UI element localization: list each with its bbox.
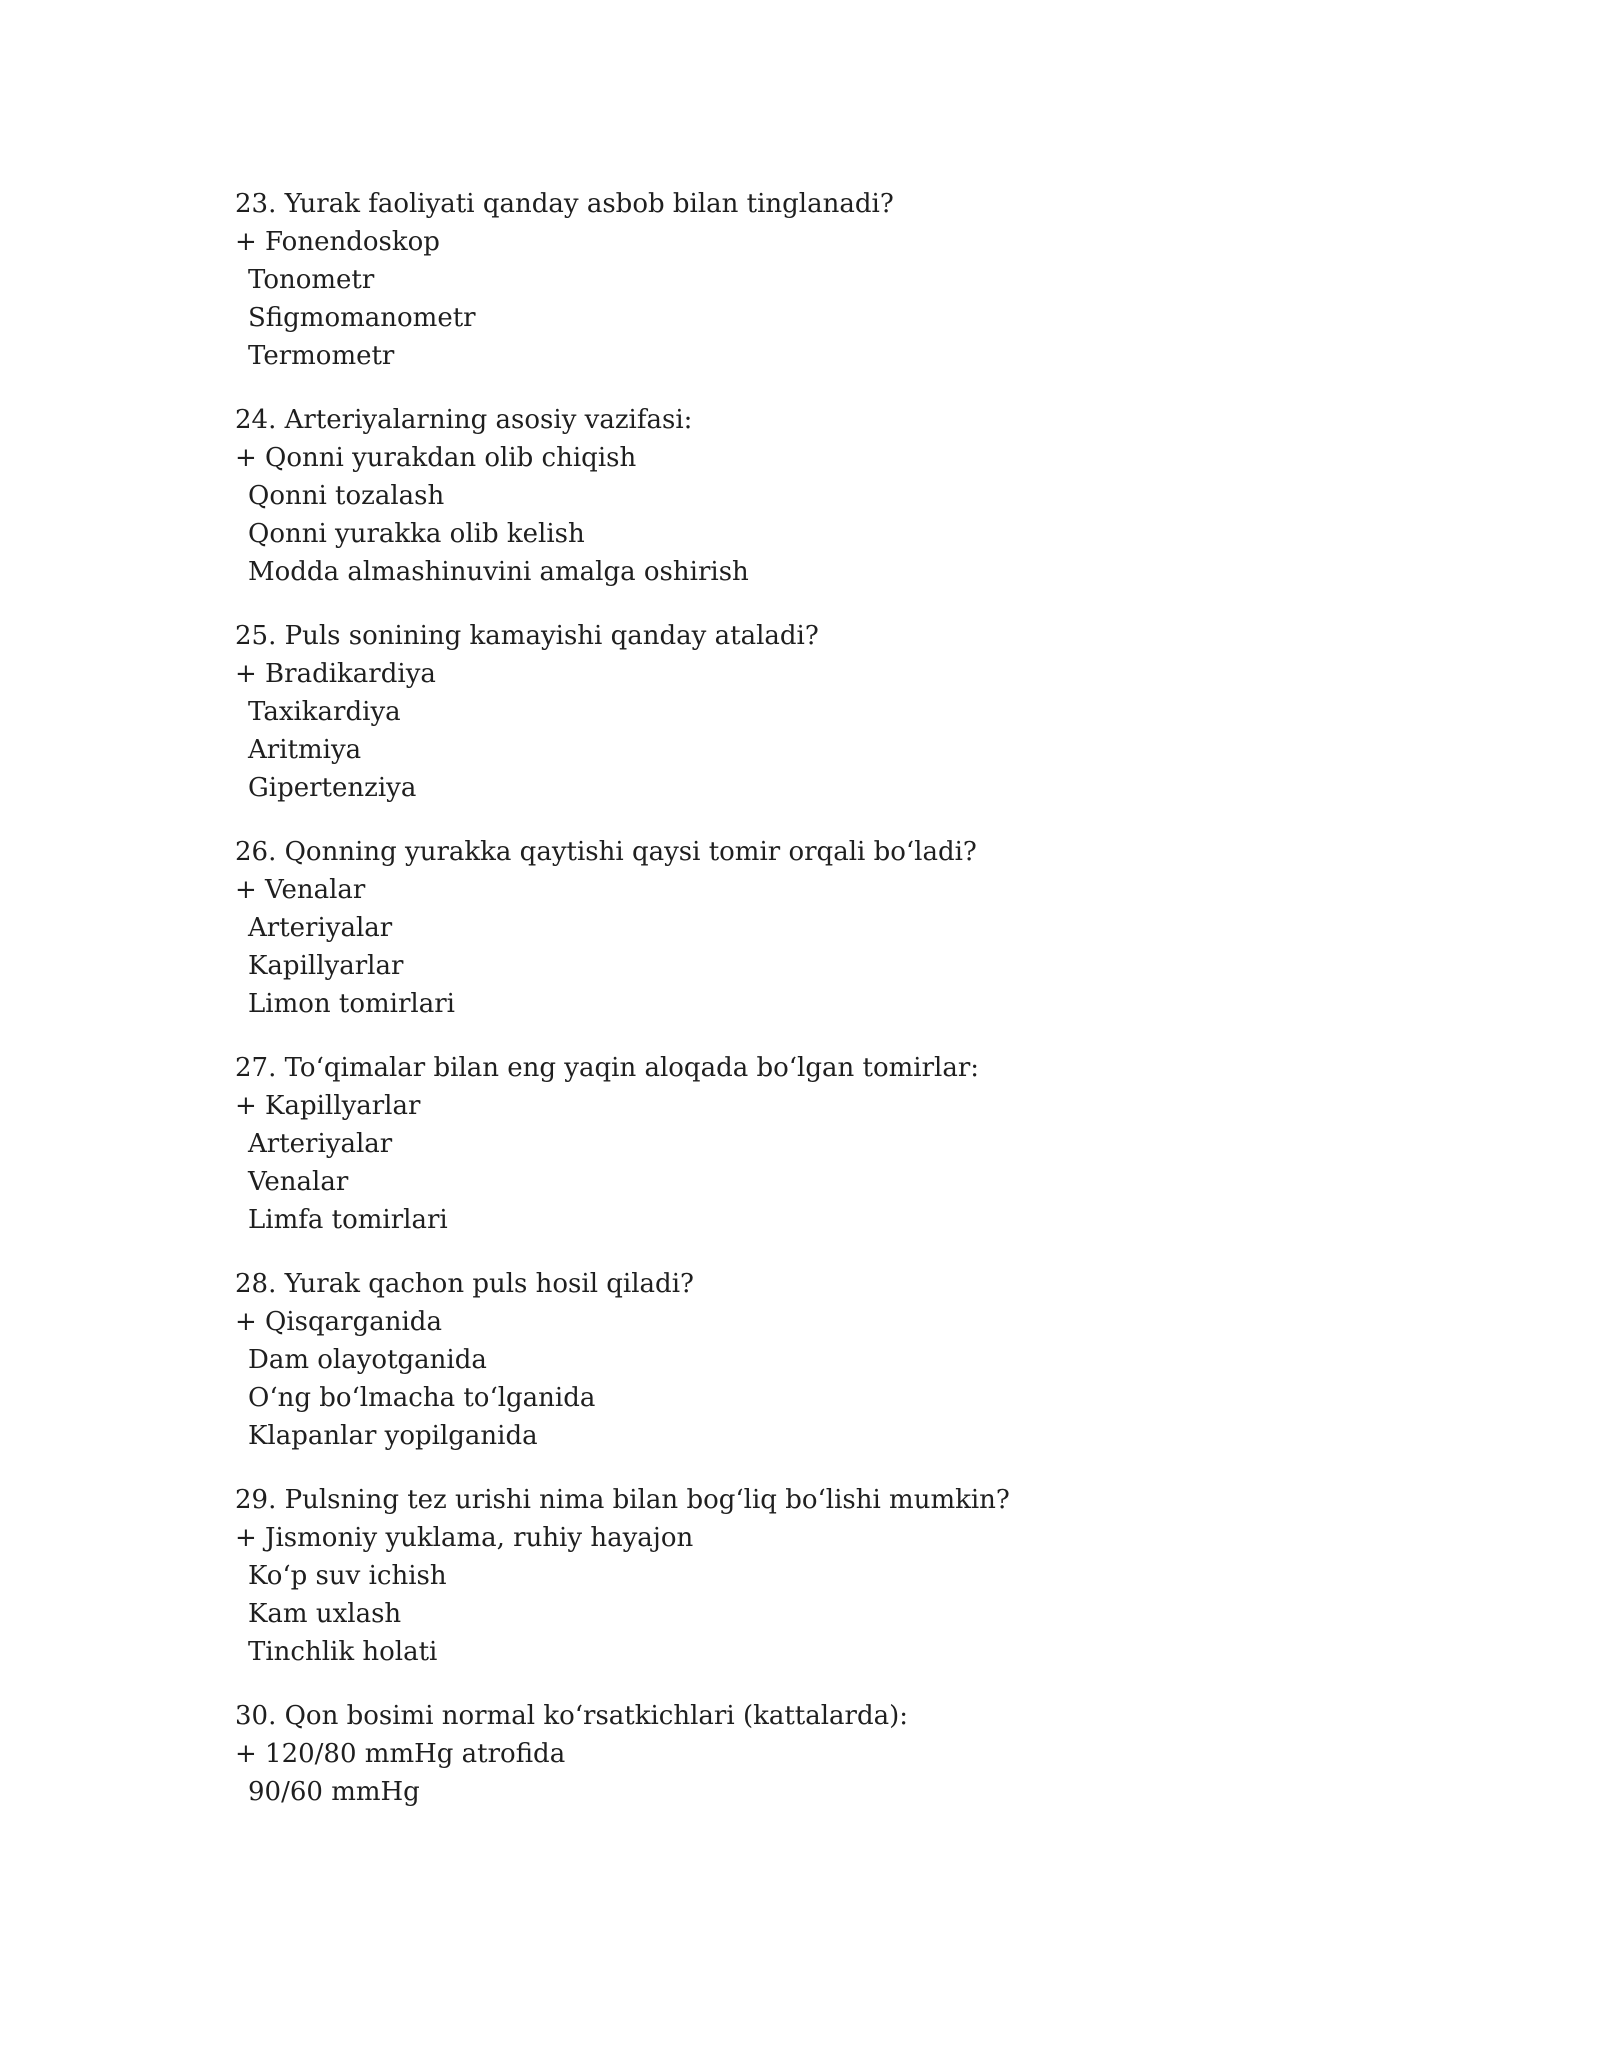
answer-option: Klapanlar yopilganida (248, 1421, 538, 1451)
question-title: 30. Qon bosimi normal ko‘rsatkichlari (kattalarda): (235, 1701, 909, 1731)
correct-answer: + Fonendoskop (235, 227, 440, 257)
question-title: 29. Pulsning tez urishi nima bilan bog‘liq bo‘lishi mumkin? (235, 1485, 1010, 1515)
answer-option: Termometr (248, 341, 395, 371)
question-title: 25. Puls sonining kamayishi qanday ataladi? (235, 621, 819, 651)
correct-answer: + Kapillyarlar (235, 1091, 421, 1121)
question-title: 28. Yurak qachon puls hosil qiladi? (235, 1269, 694, 1299)
answer-option: 90/60 mmHg (248, 1777, 420, 1807)
correct-answer: + Qisqarganida (235, 1307, 442, 1337)
question-25 (235, 617, 1435, 807)
correct-answer: + 120/80 mmHg atrofida (235, 1739, 566, 1769)
question-23 (235, 185, 1435, 375)
correct-answer: + Bradikardiya (235, 659, 436, 689)
answer-option: Limfa tomirlari (248, 1205, 448, 1235)
answer-option: Gipertenziya (248, 773, 417, 803)
correct-answer: + Qonni yurakdan olib chiqish (235, 443, 637, 473)
answer-option: Dam olayotganida (248, 1345, 487, 1375)
answer-option: Modda almashinuvini amalga oshirish (248, 557, 749, 587)
question-28 (235, 1265, 1435, 1455)
question-title: 26. Qonning yurakka qaytishi qaysi tomir orqali bo‘ladi? (235, 837, 977, 867)
answer-option: Kapillyarlar (248, 951, 404, 981)
answer-option: O‘ng bo‘lmacha to‘lganida (248, 1383, 596, 1413)
question-list (235, 185, 1435, 1837)
answer-option: Qonni tozalash (248, 481, 445, 511)
answer-option: Ko‘p suv ichish (248, 1561, 447, 1591)
question-30 (235, 1697, 1435, 1811)
question-24 (235, 401, 1435, 591)
correct-answer: + Venalar (235, 875, 366, 905)
answer-option: Arteriyalar (248, 913, 393, 943)
correct-answer: + Jismoniy yuklama, ruhiy hayajon (235, 1523, 694, 1553)
answer-option: Limon tomirlari (248, 989, 455, 1019)
question-title: 23. Yurak faoliyati qanday asbob bilan tinglanadi? (235, 189, 894, 219)
question-29 (235, 1481, 1435, 1671)
question-27 (235, 1049, 1435, 1239)
answer-option: Tonometr (248, 265, 375, 295)
answer-option: Sfigmomanometr (248, 303, 476, 333)
answer-option: Tinchlik holati (248, 1637, 438, 1667)
answer-option: Taxikardiya (248, 697, 401, 727)
answer-option: Arteriyalar (248, 1129, 393, 1159)
answer-option: Kam uxlash (248, 1599, 402, 1629)
answer-option: Qonni yurakka olib kelish (248, 519, 585, 549)
question-title: 27. To‘qimalar bilan eng yaqin aloqada bo‘lgan tomirlar: (235, 1053, 980, 1083)
question-26 (235, 833, 1435, 1023)
answer-option: Aritmiya (248, 735, 362, 765)
answer-option: Venalar (248, 1167, 349, 1197)
question-title: 24. Arteriyalarning asosiy vazifasi: (235, 405, 693, 435)
